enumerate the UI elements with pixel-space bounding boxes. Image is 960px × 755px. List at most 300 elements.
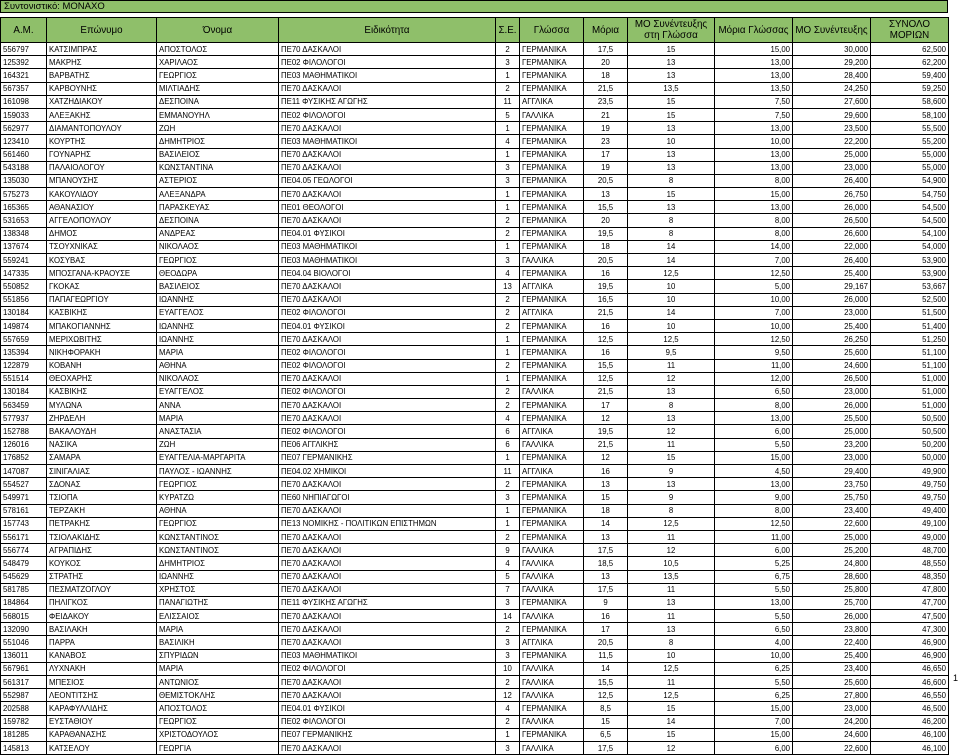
- cell-language: ΓΕΡΜΑΝΙΚΑ: [520, 240, 584, 253]
- cell-specialty: ΠΕ03 ΜΑΘΗΜΑΤΙΚΟΙ: [279, 649, 496, 662]
- cell-language-points: 10,00: [715, 319, 793, 332]
- cell-interview-avg: 29,400: [793, 465, 871, 478]
- cell-language-points: 8,00: [715, 174, 793, 187]
- cell-interview-avg: 26,000: [793, 293, 871, 306]
- cell-total-points: 51,100: [871, 359, 949, 372]
- cell-interview-avg: 24,800: [793, 557, 871, 570]
- table-row: [1, 306, 949, 319]
- cell-total-points: 51,100: [871, 346, 949, 359]
- cell-points: 20,5: [584, 254, 628, 267]
- cell-language-points: 11,00: [715, 359, 793, 372]
- cell-am: 557659: [1, 333, 47, 346]
- cell-language-points: 8,00: [715, 227, 793, 240]
- cell-am: 130184: [1, 306, 47, 319]
- cell-specialty: ΠΕ70 ΔΑΣΚΑΛΟΙ: [279, 372, 496, 385]
- cell-points: 18: [584, 504, 628, 517]
- table-row: [1, 267, 949, 280]
- table-row: [1, 702, 949, 715]
- cell-surname: ΔΙΑΜΑΝΤΟΠΟΥΛΟΥ: [47, 122, 157, 135]
- cell-total-points: 62,200: [871, 56, 949, 69]
- cell-specialty: ΠΕ04.01 ΦΥΣΙΚΟΙ: [279, 227, 496, 240]
- cell-surname: ΣΔΟΝΑΣ: [47, 478, 157, 491]
- cell-language-points: 5,00: [715, 280, 793, 293]
- cell-total-points: 47,300: [871, 623, 949, 636]
- table-row: [1, 715, 949, 728]
- cell-interview-avg-language: 13: [628, 623, 715, 636]
- cell-surname: ΕΥΣΤΑΘΙΟΥ: [47, 715, 157, 728]
- cell-total-points: 54,900: [871, 174, 949, 187]
- cell-se: 11: [496, 95, 520, 108]
- cell-specialty: ΠΕ70 ΔΑΣΚΑΛΟΙ: [279, 43, 496, 56]
- cell-am: 545629: [1, 570, 47, 583]
- cell-surname: ΠΑΡΡΑ: [47, 636, 157, 649]
- cell-am: 132090: [1, 623, 47, 636]
- cell-total-points: 59,400: [871, 69, 949, 82]
- cell-points: 13: [584, 570, 628, 583]
- table-row: [1, 293, 949, 306]
- cell-points: 17: [584, 623, 628, 636]
- cell-am: 556774: [1, 544, 47, 557]
- cell-name: ΣΠΥΡΙΔΩΝ: [157, 649, 279, 662]
- cell-specialty: ΠΕ70 ΔΑΣΚΑΛΟΙ: [279, 161, 496, 174]
- cell-interview-avg: 23,400: [793, 662, 871, 675]
- cell-points: 18: [584, 240, 628, 253]
- cell-language: ΓΑΛΛΙΚΑ: [520, 385, 584, 398]
- cell-se: 7: [496, 583, 520, 596]
- cell-specialty: ΠΕ70 ΔΑΣΚΑΛΟΙ: [279, 570, 496, 583]
- cell-name: ΕΜΜΑΝΟΥΗΛ: [157, 108, 279, 121]
- cell-language: ΓΕΡΜΑΝΙΚΑ: [520, 359, 584, 372]
- cell-points: 6,5: [584, 728, 628, 741]
- table-row: [1, 557, 949, 570]
- cell-interview-avg-language: 13: [628, 478, 715, 491]
- cell-points: 17,5: [584, 583, 628, 596]
- cell-se: 12: [496, 689, 520, 702]
- cell-se: 1: [496, 333, 520, 346]
- cell-am: 562977: [1, 122, 47, 135]
- cell-name: ΑΠΟΣΤΟΛΟΣ: [157, 43, 279, 56]
- cell-interview-avg: 29,200: [793, 56, 871, 69]
- cell-interview-avg-language: 11: [628, 610, 715, 623]
- header-specialty: Ειδικότητα: [279, 18, 496, 43]
- cell-surname: ΤΣΟΥΧΝΙΚΑΣ: [47, 240, 157, 253]
- cell-surname: ΑΓΓΕΛΟΠΟΥΛΟΥ: [47, 214, 157, 227]
- cell-se: 3: [496, 741, 520, 754]
- cell-total-points: 59,250: [871, 82, 949, 95]
- cell-se: 1: [496, 728, 520, 741]
- cell-se: 6: [496, 425, 520, 438]
- cell-specialty: ΠΕ70 ΔΑΣΚΑΛΟΙ: [279, 741, 496, 754]
- cell-total-points: 46,500: [871, 702, 949, 715]
- cell-language: ΓΑΛΛΙΚΑ: [520, 715, 584, 728]
- cell-am: 559241: [1, 254, 47, 267]
- cell-surname: ΣΑΜΑΡΑ: [47, 451, 157, 464]
- table-row: [1, 122, 949, 135]
- cell-am: 135394: [1, 346, 47, 359]
- cell-am: 549971: [1, 491, 47, 504]
- cell-am: 161098: [1, 95, 47, 108]
- header-total-points: ΣΥΝΟΛΟ ΜΟΡΙΩΝ: [871, 18, 949, 43]
- cell-am: 135030: [1, 174, 47, 187]
- cell-surname: ΒΑΚΑΛΟΥΔΗ: [47, 425, 157, 438]
- table-row: [1, 227, 949, 240]
- cell-language: ΑΓΓΛΙΚΑ: [520, 425, 584, 438]
- cell-surname: ΑΛΕΞΑΚΗΣ: [47, 108, 157, 121]
- cell-points: 15,5: [584, 676, 628, 689]
- cell-points: 15,5: [584, 359, 628, 372]
- cell-interview-avg-language: 12: [628, 425, 715, 438]
- cell-total-points: 47,500: [871, 610, 949, 623]
- cell-language: ΓΕΡΜΑΝΙΚΑ: [520, 596, 584, 609]
- cell-language: ΓΕΡΜΑΝΙΚΑ: [520, 451, 584, 464]
- cell-interview-avg-language: 13: [628, 385, 715, 398]
- table-row: [1, 570, 949, 583]
- cell-specialty: ΠΕ11 ΦΥΣΙΚΗΣ ΑΓΩΓΗΣ: [279, 596, 496, 609]
- cell-points: 15: [584, 491, 628, 504]
- cell-interview-avg-language: 10: [628, 649, 715, 662]
- cell-specialty: ΠΕ01 ΘΕΟΛΟΓΟΙ: [279, 201, 496, 214]
- cell-surname: ΦΕΙΔΑΚΟΥ: [47, 610, 157, 623]
- cell-language-points: 13,00: [715, 201, 793, 214]
- cell-interview-avg: 25,400: [793, 267, 871, 280]
- cell-language: ΓΕΡΜΑΝΙΚΑ: [520, 56, 584, 69]
- cell-name: ΙΩΑΝΝΗΣ: [157, 570, 279, 583]
- cell-se: 5: [496, 570, 520, 583]
- cell-interview-avg-language: 10: [628, 280, 715, 293]
- cell-points: 19: [584, 122, 628, 135]
- cell-specialty: ΠΕ70 ΔΑΣΚΑΛΟΙ: [279, 636, 496, 649]
- cell-points: 17,5: [584, 544, 628, 557]
- table-header-row: [1, 18, 949, 43]
- cell-total-points: 48,350: [871, 570, 949, 583]
- cell-points: 21,5: [584, 438, 628, 451]
- cell-surname: ΜΠΑΚΟΓΙΑΝΝΗΣ: [47, 319, 157, 332]
- cell-interview-avg-language: 11: [628, 438, 715, 451]
- cell-surname: ΛΕΟΝΤΙΤΣΗΣ: [47, 689, 157, 702]
- cell-total-points: 49,400: [871, 504, 949, 517]
- cell-interview-avg-language: 12: [628, 544, 715, 557]
- cell-specialty: ΠΕ70 ΔΑΣΚΑΛΟΙ: [279, 530, 496, 543]
- cell-specialty: ΠΕ70 ΔΑΣΚΑΛΟΙ: [279, 689, 496, 702]
- cell-points: 19,5: [584, 425, 628, 438]
- cell-name: ΠΑΡΑΣΚΕΥΑΣ: [157, 201, 279, 214]
- cell-am: 122879: [1, 359, 47, 372]
- cell-language: ΓΕΡΜΑΝΙΚΑ: [520, 319, 584, 332]
- cell-name: ΒΑΣΙΛΙΚΗ: [157, 636, 279, 649]
- cell-se: 13: [496, 280, 520, 293]
- cell-name: ΕΥΑΓΓΕΛΙΑ-ΜΑΡΓΑΡΙΤΑ: [157, 451, 279, 464]
- table-row: [1, 662, 949, 675]
- cell-surname: ΚΑΡΑΘΑΝΑΣΗΣ: [47, 728, 157, 741]
- cell-am: 123410: [1, 135, 47, 148]
- header-interview-avg-language: ΜΟ Συνέντευξης στη Γλώσσα: [628, 18, 715, 43]
- cell-points: 16: [584, 319, 628, 332]
- cell-language-points: 8,00: [715, 399, 793, 412]
- header-surname: Επώνυμο: [47, 18, 157, 43]
- cell-specialty: ΠΕ03 ΜΑΘΗΜΑΤΙΚΟΙ: [279, 69, 496, 82]
- cell-se: 3: [496, 254, 520, 267]
- cell-surname: ΚΑΣΒΙΚΗΣ: [47, 385, 157, 398]
- cell-language: ΓΑΛΛΙΚΑ: [520, 662, 584, 675]
- cell-surname: ΚΟΥΡΤΗΣ: [47, 135, 157, 148]
- table-row: [1, 108, 949, 121]
- cell-name: ΜΑΡΙΑ: [157, 623, 279, 636]
- cell-surname: ΓΟΥΝΑΡΗΣ: [47, 148, 157, 161]
- cell-language-points: 10,00: [715, 135, 793, 148]
- cell-interview-avg: 26,500: [793, 372, 871, 385]
- cell-se: 3: [496, 174, 520, 187]
- cell-se: 2: [496, 385, 520, 398]
- cell-interview-avg: 23,000: [793, 385, 871, 398]
- cell-total-points: 51,400: [871, 319, 949, 332]
- table-row: [1, 623, 949, 636]
- cell-specialty: ΠΕ03 ΜΑΘΗΜΑΤΙΚΟΙ: [279, 135, 496, 148]
- cell-se: 2: [496, 82, 520, 95]
- cell-points: 12: [584, 451, 628, 464]
- cell-am: 145813: [1, 741, 47, 754]
- cell-language-points: 7,50: [715, 95, 793, 108]
- cell-name: ΓΕΩΡΓΙΑ: [157, 741, 279, 754]
- cell-surname: ΚΑΡΒΟΥΝΗΣ: [47, 82, 157, 95]
- cell-am: 551514: [1, 372, 47, 385]
- cell-language: ΓΕΡΜΑΝΙΚΑ: [520, 702, 584, 715]
- cell-interview-avg-language: 10: [628, 293, 715, 306]
- cell-total-points: 46,650: [871, 662, 949, 675]
- cell-total-points: 51,500: [871, 306, 949, 319]
- cell-interview-avg-language: 10: [628, 319, 715, 332]
- cell-total-points: 53,900: [871, 267, 949, 280]
- cell-language-points: 8,00: [715, 504, 793, 517]
- cell-name: ΕΥΑΓΓΕΛΟΣ: [157, 306, 279, 319]
- cell-language-points: 6,25: [715, 662, 793, 675]
- cell-specialty: ΠΕ70 ΔΑΣΚΑΛΟΙ: [279, 82, 496, 95]
- cell-total-points: 46,550: [871, 689, 949, 702]
- cell-name: ΔΗΜΗΤΡΙΟΣ: [157, 135, 279, 148]
- cell-specialty: ΠΕ70 ΔΑΣΚΑΛΟΙ: [279, 214, 496, 227]
- table-row: [1, 56, 949, 69]
- cell-total-points: 51,000: [871, 372, 949, 385]
- cell-language: ΓΕΡΜΑΝΙΚΑ: [520, 504, 584, 517]
- cell-name: ΜΑΡΙΑ: [157, 662, 279, 675]
- cell-interview-avg-language: 8: [628, 636, 715, 649]
- cell-se: 4: [496, 135, 520, 148]
- cell-language: ΓΑΛΛΙΚΑ: [520, 570, 584, 583]
- cell-points: 21,5: [584, 82, 628, 95]
- cell-points: 12: [584, 412, 628, 425]
- cell-specialty: ΠΕ06 ΑΓΓΛΙΚΗΣ: [279, 438, 496, 451]
- cell-interview-avg: 30,000: [793, 43, 871, 56]
- cell-interview-avg-language: 15: [628, 95, 715, 108]
- cell-points: 20: [584, 214, 628, 227]
- cell-name: ΒΑΣΙΛΕΙΟΣ: [157, 148, 279, 161]
- cell-language: ΓΕΡΜΑΝΙΚΑ: [520, 69, 584, 82]
- cell-language-points: 11,00: [715, 530, 793, 543]
- cell-am: 138348: [1, 227, 47, 240]
- cell-language-points: 5,50: [715, 610, 793, 623]
- cell-specialty: ΠΕ02 ΦΙΛΟΛΟΓΟΙ: [279, 346, 496, 359]
- cell-name: ΖΩΗ: [157, 438, 279, 451]
- cell-name: ΑΝΑΣΤΑΣΙΑ: [157, 425, 279, 438]
- cell-name: ΑΝΝΑ: [157, 399, 279, 412]
- cell-surname: ΚΑΤΣΕΛΟΥ: [47, 741, 157, 754]
- cell-language-points: 6,00: [715, 544, 793, 557]
- cell-language-points: 15,00: [715, 43, 793, 56]
- cell-specialty: ΠΕ02 ΦΙΛΟΛΟΓΟΙ: [279, 306, 496, 319]
- cell-points: 13: [584, 188, 628, 201]
- cell-points: 18: [584, 69, 628, 82]
- cell-points: 20,5: [584, 174, 628, 187]
- table-row: [1, 504, 949, 517]
- cell-specialty: ΠΕ02 ΦΙΛΟΛΟΓΟΙ: [279, 56, 496, 69]
- cell-specialty: ΠΕ02 ΦΙΛΟΛΟΓΟΙ: [279, 359, 496, 372]
- cell-language: ΓΕΡΜΑΝΙΚΑ: [520, 728, 584, 741]
- header-am: Α.Μ.: [1, 18, 47, 43]
- cell-specialty: ΠΕ70 ΔΑΣΚΑΛΟΙ: [279, 504, 496, 517]
- cell-interview-avg: 22,400: [793, 636, 871, 649]
- cell-se: 1: [496, 188, 520, 201]
- cell-language-points: 12,50: [715, 333, 793, 346]
- cell-name: ΠΑΝΑΓΙΩΤΗΣ: [157, 596, 279, 609]
- cell-name: ΓΕΩΡΓΙΟΣ: [157, 478, 279, 491]
- cell-se: 3: [496, 56, 520, 69]
- cell-total-points: 55,500: [871, 122, 949, 135]
- cell-se: 3: [496, 649, 520, 662]
- cell-interview-avg: 22,200: [793, 135, 871, 148]
- cell-language-points: 5,50: [715, 438, 793, 451]
- cell-name: ΝΙΚΟΛΑΟΣ: [157, 372, 279, 385]
- cell-surname: ΝΙΚΗΦΟΡΑΚΗ: [47, 346, 157, 359]
- cell-se: 1: [496, 372, 520, 385]
- cell-interview-avg: 26,500: [793, 214, 871, 227]
- cell-am: 561317: [1, 676, 47, 689]
- cell-language-points: 6,50: [715, 385, 793, 398]
- header-language: Γλώσσα: [520, 18, 584, 43]
- cell-am: 147087: [1, 465, 47, 478]
- cell-points: 16: [584, 610, 628, 623]
- cell-surname: ΔΗΜΟΣ: [47, 227, 157, 240]
- cell-total-points: 54,750: [871, 188, 949, 201]
- cell-specialty: ΠΕ02 ΦΙΛΟΛΟΓΟΙ: [279, 662, 496, 675]
- cell-interview-avg: 25,750: [793, 491, 871, 504]
- cell-language: ΓΑΛΛΙΚΑ: [520, 689, 584, 702]
- cell-se: 2: [496, 319, 520, 332]
- cell-language-points: 5,50: [715, 676, 793, 689]
- cell-specialty: ΠΕ02 ΦΙΛΟΛΟΓΟΙ: [279, 425, 496, 438]
- cell-total-points: 54,100: [871, 227, 949, 240]
- cell-se: 1: [496, 240, 520, 253]
- cell-interview-avg-language: 12: [628, 741, 715, 754]
- cell-se: 2: [496, 478, 520, 491]
- cell-name: ΑΘΗΝΑ: [157, 504, 279, 517]
- cell-surname: ΜΠΟΣΓΑΝΑ-ΚΡΑΟΥΣΕ: [47, 267, 157, 280]
- cell-points: 9: [584, 596, 628, 609]
- cell-name: ΒΑΣΙΛΕΙΟΣ: [157, 280, 279, 293]
- cell-language-points: 15,00: [715, 702, 793, 715]
- table-row: [1, 240, 949, 253]
- cell-language: ΓΕΡΜΑΝΙΚΑ: [520, 227, 584, 240]
- cell-se: 3: [496, 596, 520, 609]
- cell-points: 19,5: [584, 227, 628, 240]
- cell-name: ΑΛΕΞΑΝΔΡΑ: [157, 188, 279, 201]
- cell-surname: ΜΕΡΙΧΩΒΙΤΗΣ: [47, 333, 157, 346]
- cell-interview-avg-language: 13,5: [628, 82, 715, 95]
- table-row: [1, 491, 949, 504]
- cell-interview-avg: 25,600: [793, 346, 871, 359]
- cell-specialty: ΠΕ13 ΝΟΜΙΚΗΣ - ΠΟΛΙΤΙΚΩΝ ΕΠΙΣΤΗΜΩΝ: [279, 517, 496, 530]
- cell-language-points: 5,50: [715, 583, 793, 596]
- cell-am: 575273: [1, 188, 47, 201]
- cell-surname: ΤΕΡΖΑΚΗ: [47, 504, 157, 517]
- table-row: [1, 385, 949, 398]
- cell-am: 543188: [1, 161, 47, 174]
- cell-language-points: 10,00: [715, 293, 793, 306]
- cell-interview-avg: 25,000: [793, 530, 871, 543]
- cell-specialty: ΠΕ70 ΔΑΣΚΑΛΟΙ: [279, 557, 496, 570]
- cell-interview-avg: 29,600: [793, 108, 871, 121]
- cell-points: 11,5: [584, 649, 628, 662]
- cell-am: 561460: [1, 148, 47, 161]
- cell-se: 4: [496, 412, 520, 425]
- cell-surname: ΣΙΝΙΓΑΛΙΑΣ: [47, 465, 157, 478]
- cell-name: ΓΕΩΡΓΙΟΣ: [157, 69, 279, 82]
- cell-language: ΓΕΡΜΑΝΙΚΑ: [520, 188, 584, 201]
- cell-am: 567357: [1, 82, 47, 95]
- cell-surname: ΒΑΣΙΛΑΚΗ: [47, 623, 157, 636]
- cell-specialty: ΠΕ02 ΦΙΛΟΛΟΓΟΙ: [279, 108, 496, 121]
- cell-se: 2: [496, 715, 520, 728]
- cell-interview-avg-language: 13: [628, 69, 715, 82]
- cell-name: ΔΕΣΠΟΙΝΑ: [157, 214, 279, 227]
- cell-total-points: 51,000: [871, 399, 949, 412]
- cell-specialty: ΠΕ70 ΔΑΣΚΑΛΟΙ: [279, 478, 496, 491]
- cell-se: 1: [496, 122, 520, 135]
- cell-surname: ΓΚΟΚΑΣ: [47, 280, 157, 293]
- cell-se: 2: [496, 530, 520, 543]
- cell-interview-avg-language: 8: [628, 399, 715, 412]
- cell-name: ΜΑΡΙΑ: [157, 346, 279, 359]
- cell-language: ΓΕΡΜΑΝΙΚΑ: [520, 623, 584, 636]
- table-row: [1, 517, 949, 530]
- cell-points: 16: [584, 267, 628, 280]
- cell-interview-avg-language: 12,5: [628, 689, 715, 702]
- cell-interview-avg-language: 12: [628, 372, 715, 385]
- cell-se: 2: [496, 227, 520, 240]
- cell-interview-avg: 26,250: [793, 333, 871, 346]
- cell-specialty: ΠΕ60 ΝΗΠΙΑΓΩΓΟΙ: [279, 491, 496, 504]
- cell-interview-avg: 23,200: [793, 438, 871, 451]
- cell-surname: ΚΑΡΑΦΥΛΛΙΔΗΣ: [47, 702, 157, 715]
- cell-surname: ΑΓΡΑΠΙΔΗΣ: [47, 544, 157, 557]
- cell-surname: ΜΠΕΣΙΟΣ: [47, 676, 157, 689]
- cell-total-points: 51,000: [871, 385, 949, 398]
- cell-points: 17,5: [584, 741, 628, 754]
- cell-surname: ΤΣΙΟΠΑ: [47, 491, 157, 504]
- cell-language-points: 6,00: [715, 741, 793, 754]
- cell-interview-avg-language: 10,5: [628, 557, 715, 570]
- cell-surname: ΚΟΥΚΟΣ: [47, 557, 157, 570]
- cell-interview-avg-language: 13: [628, 122, 715, 135]
- cell-interview-avg-language: 12,5: [628, 267, 715, 280]
- cell-surname: ΖΗΡΔΕΛΗ: [47, 412, 157, 425]
- table-row: [1, 148, 949, 161]
- cell-name: ΠΑΥΛΟΣ - ΙΩΑΝΝΗΣ: [157, 465, 279, 478]
- cell-language-points: 7,00: [715, 254, 793, 267]
- cell-interview-avg: 22,600: [793, 517, 871, 530]
- cell-surname: ΚΑΝΑΒΟΣ: [47, 649, 157, 662]
- cell-surname: ΠΗΛΙΓΚΟΣ: [47, 596, 157, 609]
- cell-total-points: 58,600: [871, 95, 949, 108]
- cell-language-points: 13,00: [715, 412, 793, 425]
